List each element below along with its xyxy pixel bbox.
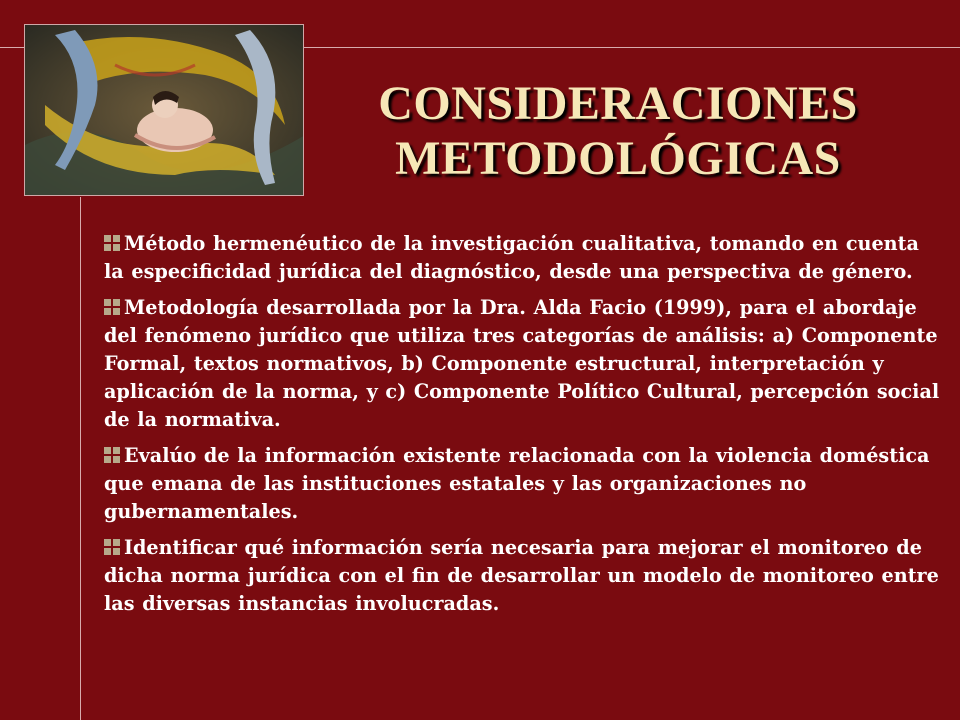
bullet-square-icon — [104, 299, 120, 315]
painting-image — [24, 24, 304, 196]
left-divider-line — [80, 197, 81, 720]
bullet-item — [104, 442, 940, 526]
bullet-list — [104, 230, 940, 626]
title-line-1: CONSIDERACIONES — [378, 77, 858, 130]
page-title — [318, 76, 918, 186]
bullet-text: Evalúo de la información existente relacionada con la violencia doméstica que emana de las instituciones estatales y las organizaciones no gubernamentales. — [104, 444, 930, 523]
bullet-text: Identificar qué información sería necesaria para mejorar el monitoreo de dicha norma jurídica con el fin de desarrollar un modelo de monitoreo entre las diversas instancias involucradas. — [104, 536, 939, 615]
bullet-item — [104, 534, 940, 618]
title-line-2: METODOLÓGICAS — [395, 132, 841, 185]
bullet-text: Método hermenéutico de la investigación cualitativa, tomando en cuenta la especificidad jurídica del diagnóstico, desde una perspectiva de género. — [104, 232, 919, 283]
bullet-square-icon — [104, 447, 120, 463]
bullet-square-icon — [104, 235, 120, 251]
bullet-square-icon — [104, 539, 120, 555]
bullet-item — [104, 230, 940, 286]
bullet-item — [104, 294, 940, 434]
painting-icon — [25, 25, 304, 196]
bullet-text: Metodología desarrollada por la Dra. Alda Facio (1999), para el abordaje del fenómeno jurídico que utiliza tres categorías de análisis: a) Componente Formal, textos normativos, b) Componente estructural, interpretación y aplicación de la norma, y c) Componente Político Cultural, percepción social de la normativa. — [104, 296, 940, 431]
